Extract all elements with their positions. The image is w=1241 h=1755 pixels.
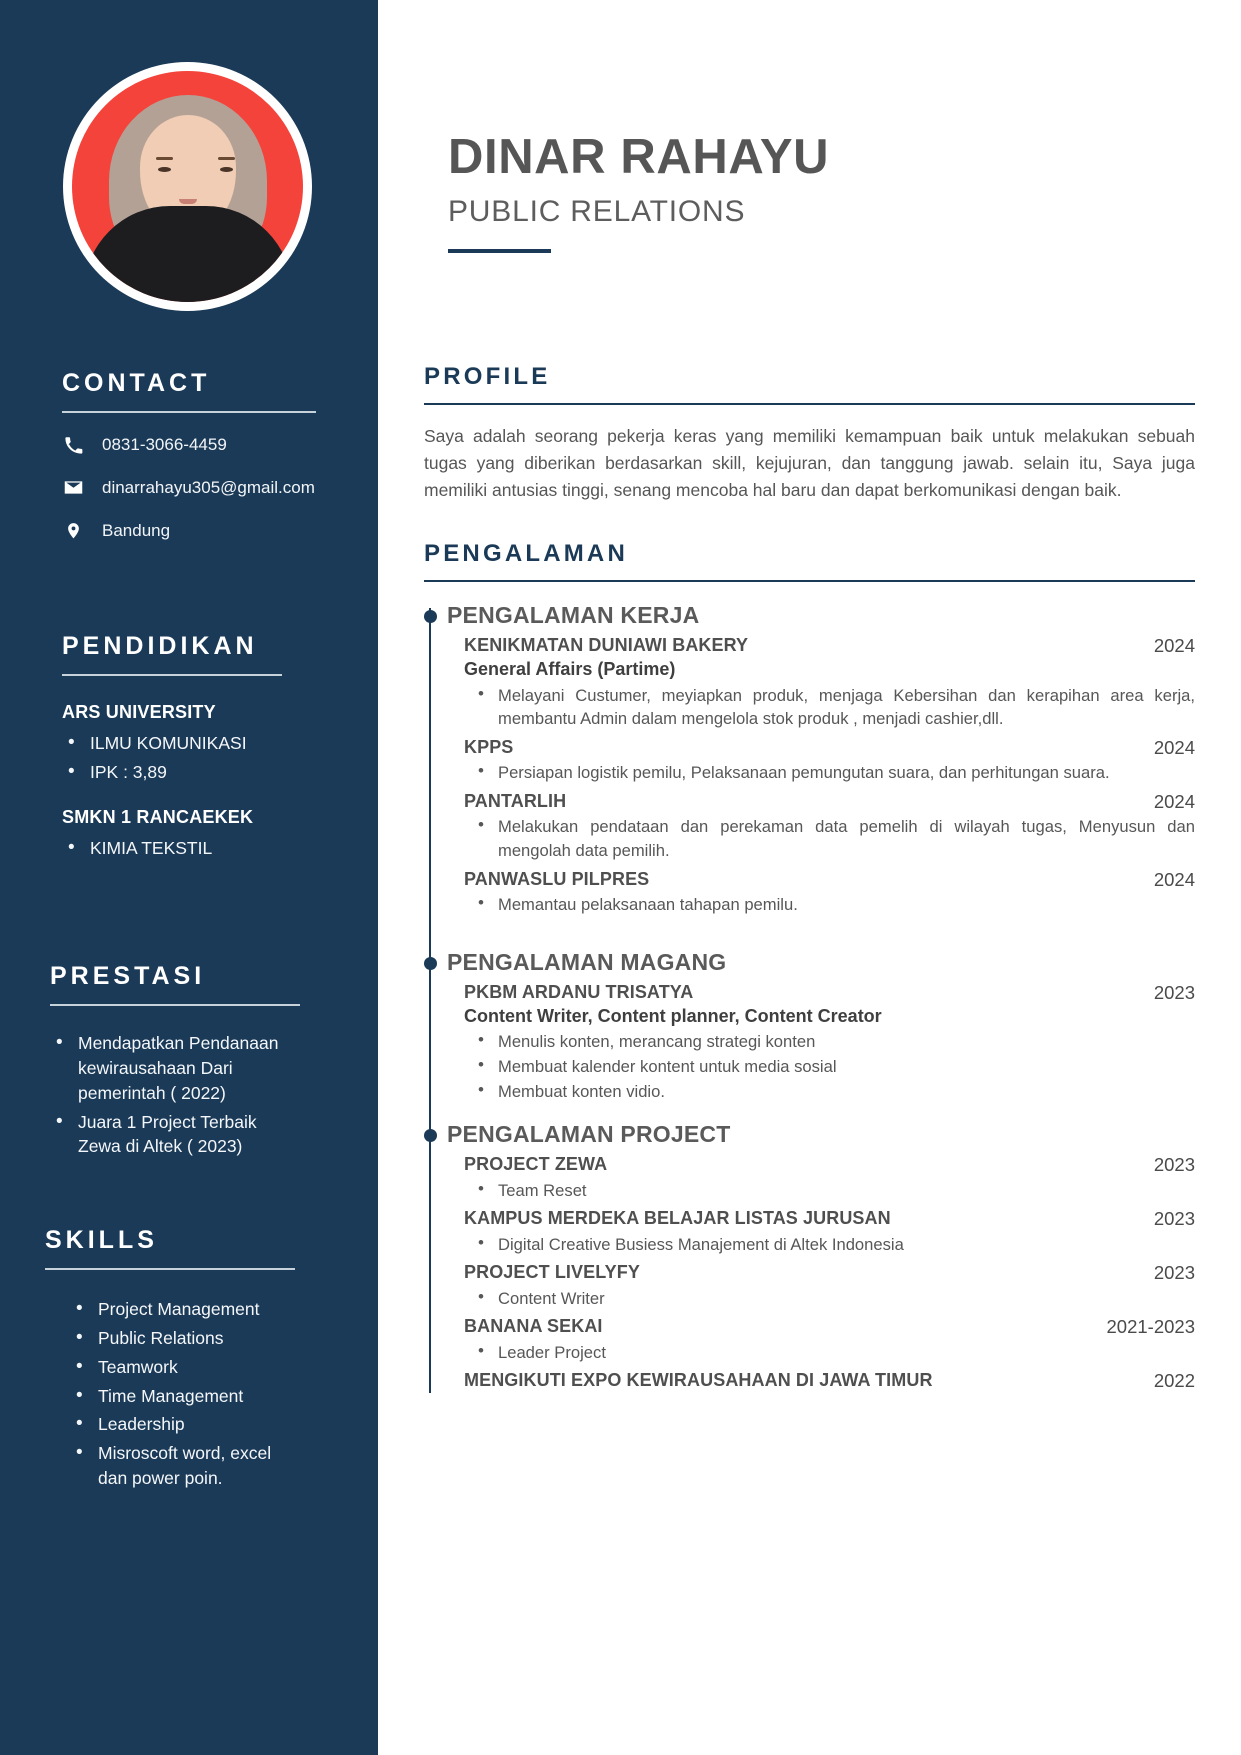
experience-role: Content Writer, Content planner, Content Creator <box>464 1006 882 1026</box>
experience-item <box>464 1206 1195 1256</box>
education-heading: PENDIDIKAN <box>62 632 258 660</box>
experience-item <box>464 1152 1195 1202</box>
portrait-eyebrow-right <box>218 157 235 160</box>
contact-email-value: dinarrahayu305@gmail.com <box>102 477 315 497</box>
education-detail-list <box>62 731 282 785</box>
education-entry <box>62 807 282 861</box>
contact-heading: CONTACT <box>62 369 211 397</box>
experience-year: 2024 <box>1153 868 1195 890</box>
experience-bullets <box>464 815 1195 862</box>
contact-phone-value: 0831-3066-4459 <box>102 435 227 454</box>
experience-item <box>464 633 1195 731</box>
list-item: • Persiapan logistik pemilu, Pelaksanaan pemungutan suara, dan perhitungan suara. <box>464 761 1195 785</box>
timeline-dot <box>424 957 437 970</box>
list-item: • Leadership <box>70 1412 295 1437</box>
education-section <box>22 632 322 865</box>
experience-bullets <box>464 1179 1195 1203</box>
education-divider <box>62 674 282 676</box>
experience-group <box>442 602 1195 917</box>
header-accent-rule <box>448 249 551 253</box>
experience-year: 2021-2023 <box>1106 1316 1195 1338</box>
experience-item <box>464 1260 1195 1310</box>
spacer <box>442 1107 1195 1121</box>
list-item: • ILMU KOMUNIKASI <box>62 731 282 756</box>
experience-item <box>464 980 1195 1104</box>
portrait-eye-left <box>158 167 171 172</box>
list-item: • Melayani Custumer, meyiapkan produk, menjaga Kebersihan dan kerapihan area kerja, membantu Admin dalam mengelola stok produk , menjadi cashier,dll. <box>464 684 1195 731</box>
experience-section <box>424 540 1195 1393</box>
experience-role: General Affairs (Partime) <box>464 659 676 680</box>
list-item: • Juara 1 Project Terbaik Zewa di Altek ( 2023) <box>50 1110 300 1160</box>
portrait-eye-right <box>220 167 233 172</box>
experience-year: 2023 <box>1153 1262 1195 1284</box>
experience-year: 2023 <box>1153 1154 1195 1176</box>
experience-group <box>442 1121 1195 1393</box>
envelope-icon <box>62 477 84 498</box>
experience-bullets <box>464 761 1195 785</box>
experience-group-body <box>442 633 1195 917</box>
education-entry <box>62 702 282 785</box>
list-item: • Memantau pelaksanaan tahapan pemilu. <box>464 893 1195 917</box>
experience-heading: PENGALAMAN <box>424 539 628 567</box>
experience-org: MENGIKUTI EXPO KEWIRAUSAHAAN DI JAWA TIMUR <box>464 1370 933 1391</box>
skills-section <box>5 1226 335 1495</box>
experience-org: KENIKMATAN DUNIAWI BAKERY <box>464 634 749 655</box>
contact-phone[interactable] <box>62 435 316 455</box>
experience-bullets <box>464 1287 1195 1311</box>
profile-text: Saya adalah seorang pekerja keras yang memiliki kemampuan baik untuk melakukan sebuah tugas yang diberikan berdasarkan skill, kejujuran, dan tanggung jawab. selain itu, Saya juga memiliki antusias tinggi, senang mencoba hal baru dan dapat berkomunikasi dengan baik. <box>424 426 1195 500</box>
education-school: ARS UNIVERSITY <box>62 702 216 722</box>
achievements-divider <box>50 1004 300 1006</box>
timeline-dot <box>424 610 437 623</box>
profile-photo <box>63 62 312 311</box>
list-item: • Misroscoft word, excel dan power poin. <box>70 1441 295 1491</box>
job-title: PUBLIC RELATIONS <box>448 195 746 228</box>
experience-timeline <box>424 602 1195 1393</box>
achievements-list <box>50 1031 300 1159</box>
list-item: • Membuat konten vidio. <box>464 1080 1195 1104</box>
experience-group-title: PENGALAMAN PROJECT <box>447 1121 731 1148</box>
experience-org: PANWASLU PILPRES <box>464 868 650 889</box>
experience-item <box>464 735 1195 785</box>
experience-year: 2023 <box>1153 1208 1195 1230</box>
skills-divider <box>45 1268 295 1270</box>
experience-year: 2024 <box>1153 634 1195 656</box>
list-item: • Content Writer <box>464 1287 1195 1311</box>
contact-section <box>22 369 356 563</box>
experience-year: 2024 <box>1153 790 1195 812</box>
contact-email[interactable] <box>62 477 316 498</box>
profile-heading: PROFILE <box>424 363 551 390</box>
list-item: • IPK : 3,89 <box>62 760 282 785</box>
experience-org: PKBM ARDANU TRISATYA <box>464 981 694 1002</box>
list-item: • KIMIA TEKSTIL <box>62 836 282 861</box>
experience-bullets <box>464 684 1195 731</box>
list-item: • Time Management <box>70 1384 295 1409</box>
spacer <box>442 921 1195 949</box>
experience-group-body <box>442 980 1195 1104</box>
list-item: • Teamwork <box>70 1355 295 1380</box>
portrait-eyebrow-left <box>156 157 173 160</box>
timeline-line <box>429 608 431 1393</box>
list-item: • Melakukan pendataan dan perekaman data pemelih di wilayah tugas, Menyusun dan mengolah data pemilih. <box>464 815 1195 862</box>
achievements-heading: PRESTASI <box>50 962 206 990</box>
experience-bullets <box>464 893 1195 917</box>
experience-group <box>442 949 1195 1104</box>
experience-bullets <box>464 1233 1195 1257</box>
portrait-mouth <box>179 199 197 204</box>
experience-bullets <box>464 1030 1195 1103</box>
list-item: • Project Management <box>70 1297 295 1322</box>
profile-section <box>424 363 1195 504</box>
skills-list <box>45 1297 295 1491</box>
experience-divider <box>424 580 1195 582</box>
list-item: • Membuat kalender kontent untuk media sosial <box>464 1055 1195 1079</box>
list-item: • Leader Project <box>464 1341 1195 1365</box>
experience-bullets <box>464 1341 1195 1365</box>
skills-heading: SKILLS <box>45 1226 158 1254</box>
experience-org: BANANA SEKAI <box>464 1316 603 1337</box>
achievements-section <box>10 962 340 1163</box>
experience-item <box>464 1368 1195 1392</box>
education-detail-list <box>62 836 282 861</box>
list-item: • Mendapatkan Pendanaan kewirausahaan Dari pemerintah ( 2022) <box>50 1031 300 1106</box>
experience-group-title: PENGALAMAN MAGANG <box>447 948 727 975</box>
main-content <box>378 0 1241 1755</box>
sidebar <box>0 0 378 1755</box>
contact-location[interactable] <box>62 520 316 541</box>
experience-item <box>464 789 1195 863</box>
experience-org: PANTARLIH <box>464 790 567 811</box>
header-block <box>424 0 1195 253</box>
list-item: • Menulis konten, merancang strategi konten <box>464 1030 1195 1054</box>
experience-year: 2024 <box>1153 736 1195 758</box>
experience-item <box>464 867 1195 917</box>
contact-divider <box>62 411 316 413</box>
timeline-dot <box>424 1129 437 1142</box>
list-item: • Digital Creative Busiess Manajement di Altek Indonesia <box>464 1233 1195 1257</box>
profile-photo-image <box>72 71 303 302</box>
experience-org: PROJECT LIVELYFY <box>464 1262 640 1283</box>
experience-group-title: PENGALAMAN KERJA <box>447 601 700 628</box>
phone-icon <box>62 436 84 455</box>
profile-divider <box>424 403 1195 405</box>
location-pin-icon <box>62 520 84 541</box>
experience-group-body <box>442 1152 1195 1393</box>
list-item: • Team Reset <box>464 1179 1195 1203</box>
experience-org: KPPS <box>464 736 514 757</box>
list-item: • Public Relations <box>70 1326 295 1351</box>
contact-list <box>62 435 316 541</box>
education-school: SMKN 1 RANCAEKEK <box>62 806 254 827</box>
experience-year: 2022 <box>1153 1370 1195 1392</box>
experience-org: KAMPUS MERDEKA BELAJAR LISTAS JURUSAN <box>464 1208 891 1229</box>
experience-org: PROJECT ZEWA <box>464 1154 608 1175</box>
experience-year: 2023 <box>1153 981 1195 1003</box>
page-title: DINAR RAHAYU <box>448 130 830 184</box>
contact-location-value: Bandung <box>102 520 171 540</box>
experience-item <box>464 1314 1195 1364</box>
